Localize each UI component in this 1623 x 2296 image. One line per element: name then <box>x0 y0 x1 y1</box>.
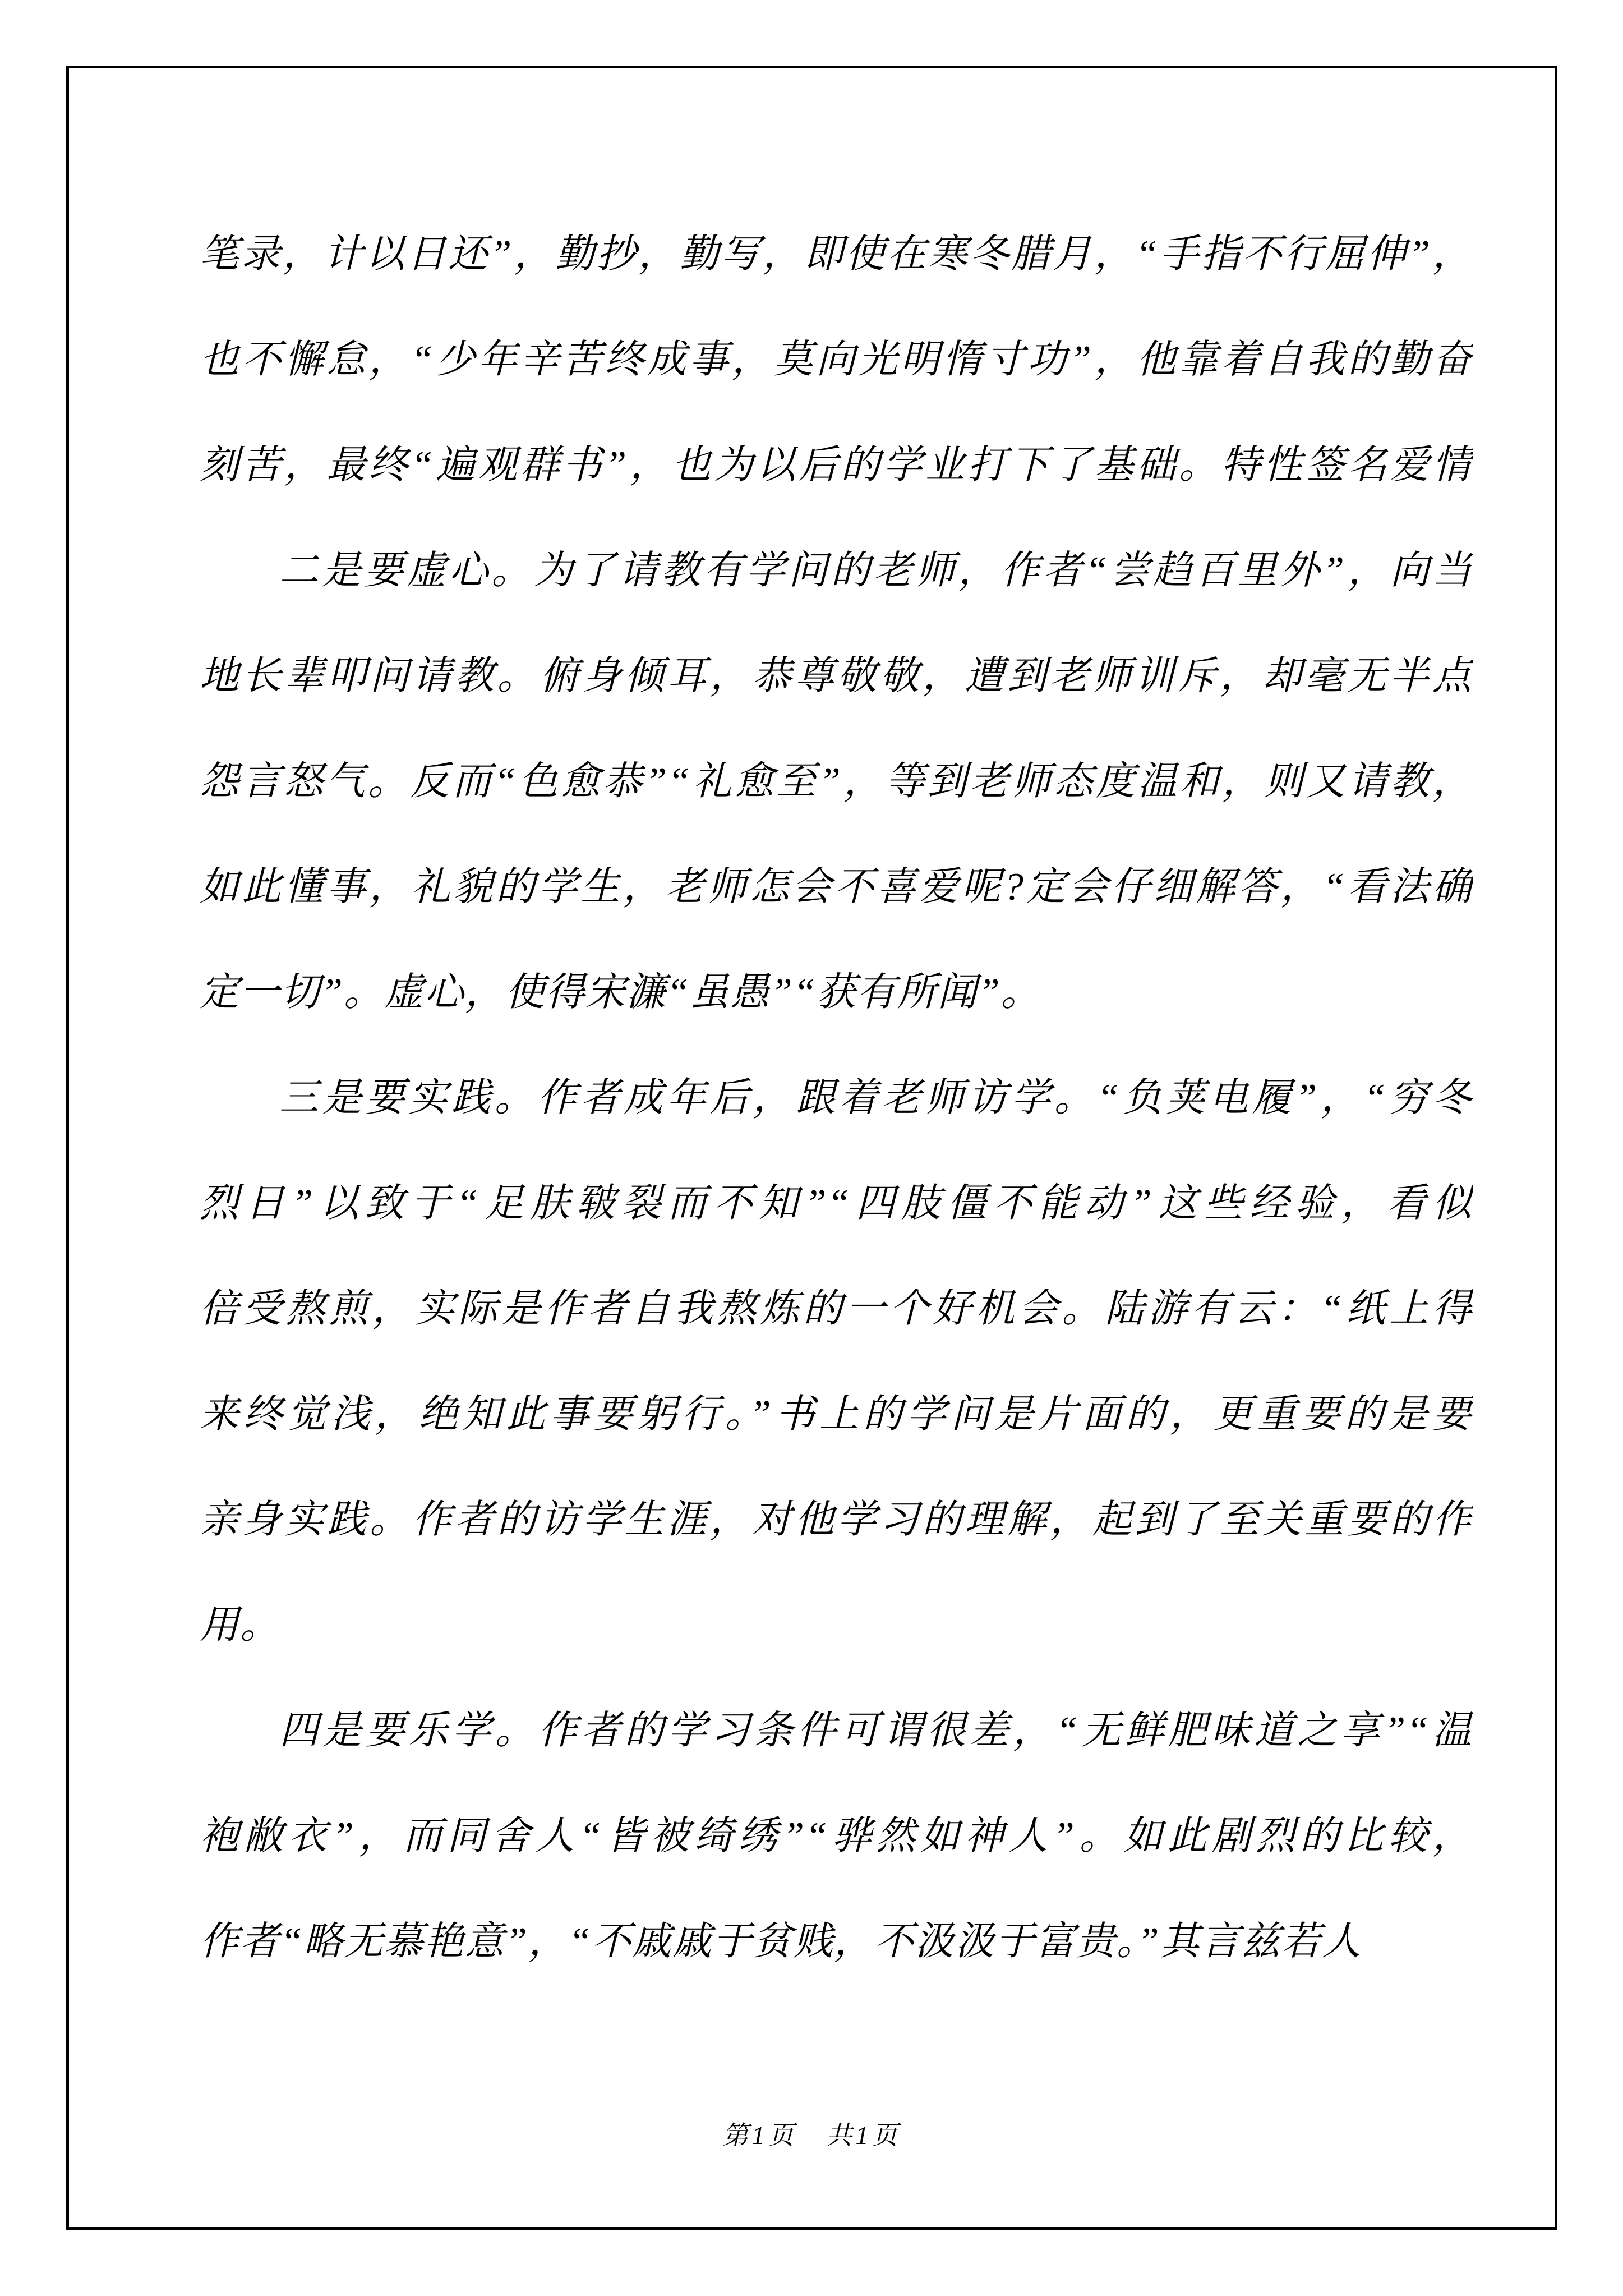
text-line: 刻苦，最终“遍观群书”，也为以后的学业打下了基础。特性签名爱情 <box>200 444 1473 487</box>
text-line: 地长辈叩问请教。俯身倾耳，恭尊敬敬，遭到老师训斥，却毫无半点 <box>200 655 1473 698</box>
text-line: 四是要乐学。作者的学习条件可谓很差，“无鲜肥味道之享”“温 <box>279 1709 1473 1752</box>
text-line: 烈日”以致于“足肤皲裂而不知”“四肢僵不能动”这些经验，看似 <box>200 1182 1473 1225</box>
text-line: 来终觉浅，绝知此事要躬行。”书上的学问是片面的，更重要的是要 <box>200 1393 1473 1436</box>
text-line: 用。 <box>200 1604 280 1647</box>
document-text <box>200 202 1473 1995</box>
text-line: 笔录，计以日还”，勤抄，勤写，即使在寒冬腊月，“手指不行屈伸”， <box>200 233 1473 276</box>
text-line: 袍敝衣”，而同舍人“皆被绮绣”“骅然如神人”。如此剧烈的比较， <box>200 1815 1473 1858</box>
text-line: 亲身实践。作者的访学生涯，对他学习的理解，起到了至关重要的作 <box>200 1498 1473 1542</box>
page-footer <box>66 2105 1557 2166</box>
text-line: 倍受熬煎，实际是作者自我熬炼的一个好机会。陆游有云：“纸上得 <box>200 1287 1473 1331</box>
text-line: 二是要虚心。为了请教有学问的老师，作者“尝趋百里外”，向当 <box>279 549 1473 592</box>
text-line: 三是要实践。作者成年后，跟着老师访学。“负荚电履”，“穷冬 <box>279 1076 1473 1120</box>
text-line: 如此懂事，礼貌的学生，老师怎会不喜爱呢?定会仔细解答，“看法确 <box>200 866 1473 909</box>
footer-page-label: 第1页 共1页 <box>722 2121 901 2150</box>
text-line: 怨言怒气。反而“色愈恭”“礼愈至”，等到老师态度温和，则又请教， <box>200 760 1473 803</box>
text-line: 定一切”。虚心，使得宋濂“虽愚”“获有所闻”。 <box>200 971 1041 1014</box>
text-line: 作者“略无慕艳意”，“不戚戚于贫贱，不汲汲于富贵。”其言兹若人 <box>200 1920 1362 1963</box>
text-line: 也不懈怠，“少年辛苦终成事，莫向光明惰寸功”，他靠着自我的勤奋 <box>200 338 1473 381</box>
